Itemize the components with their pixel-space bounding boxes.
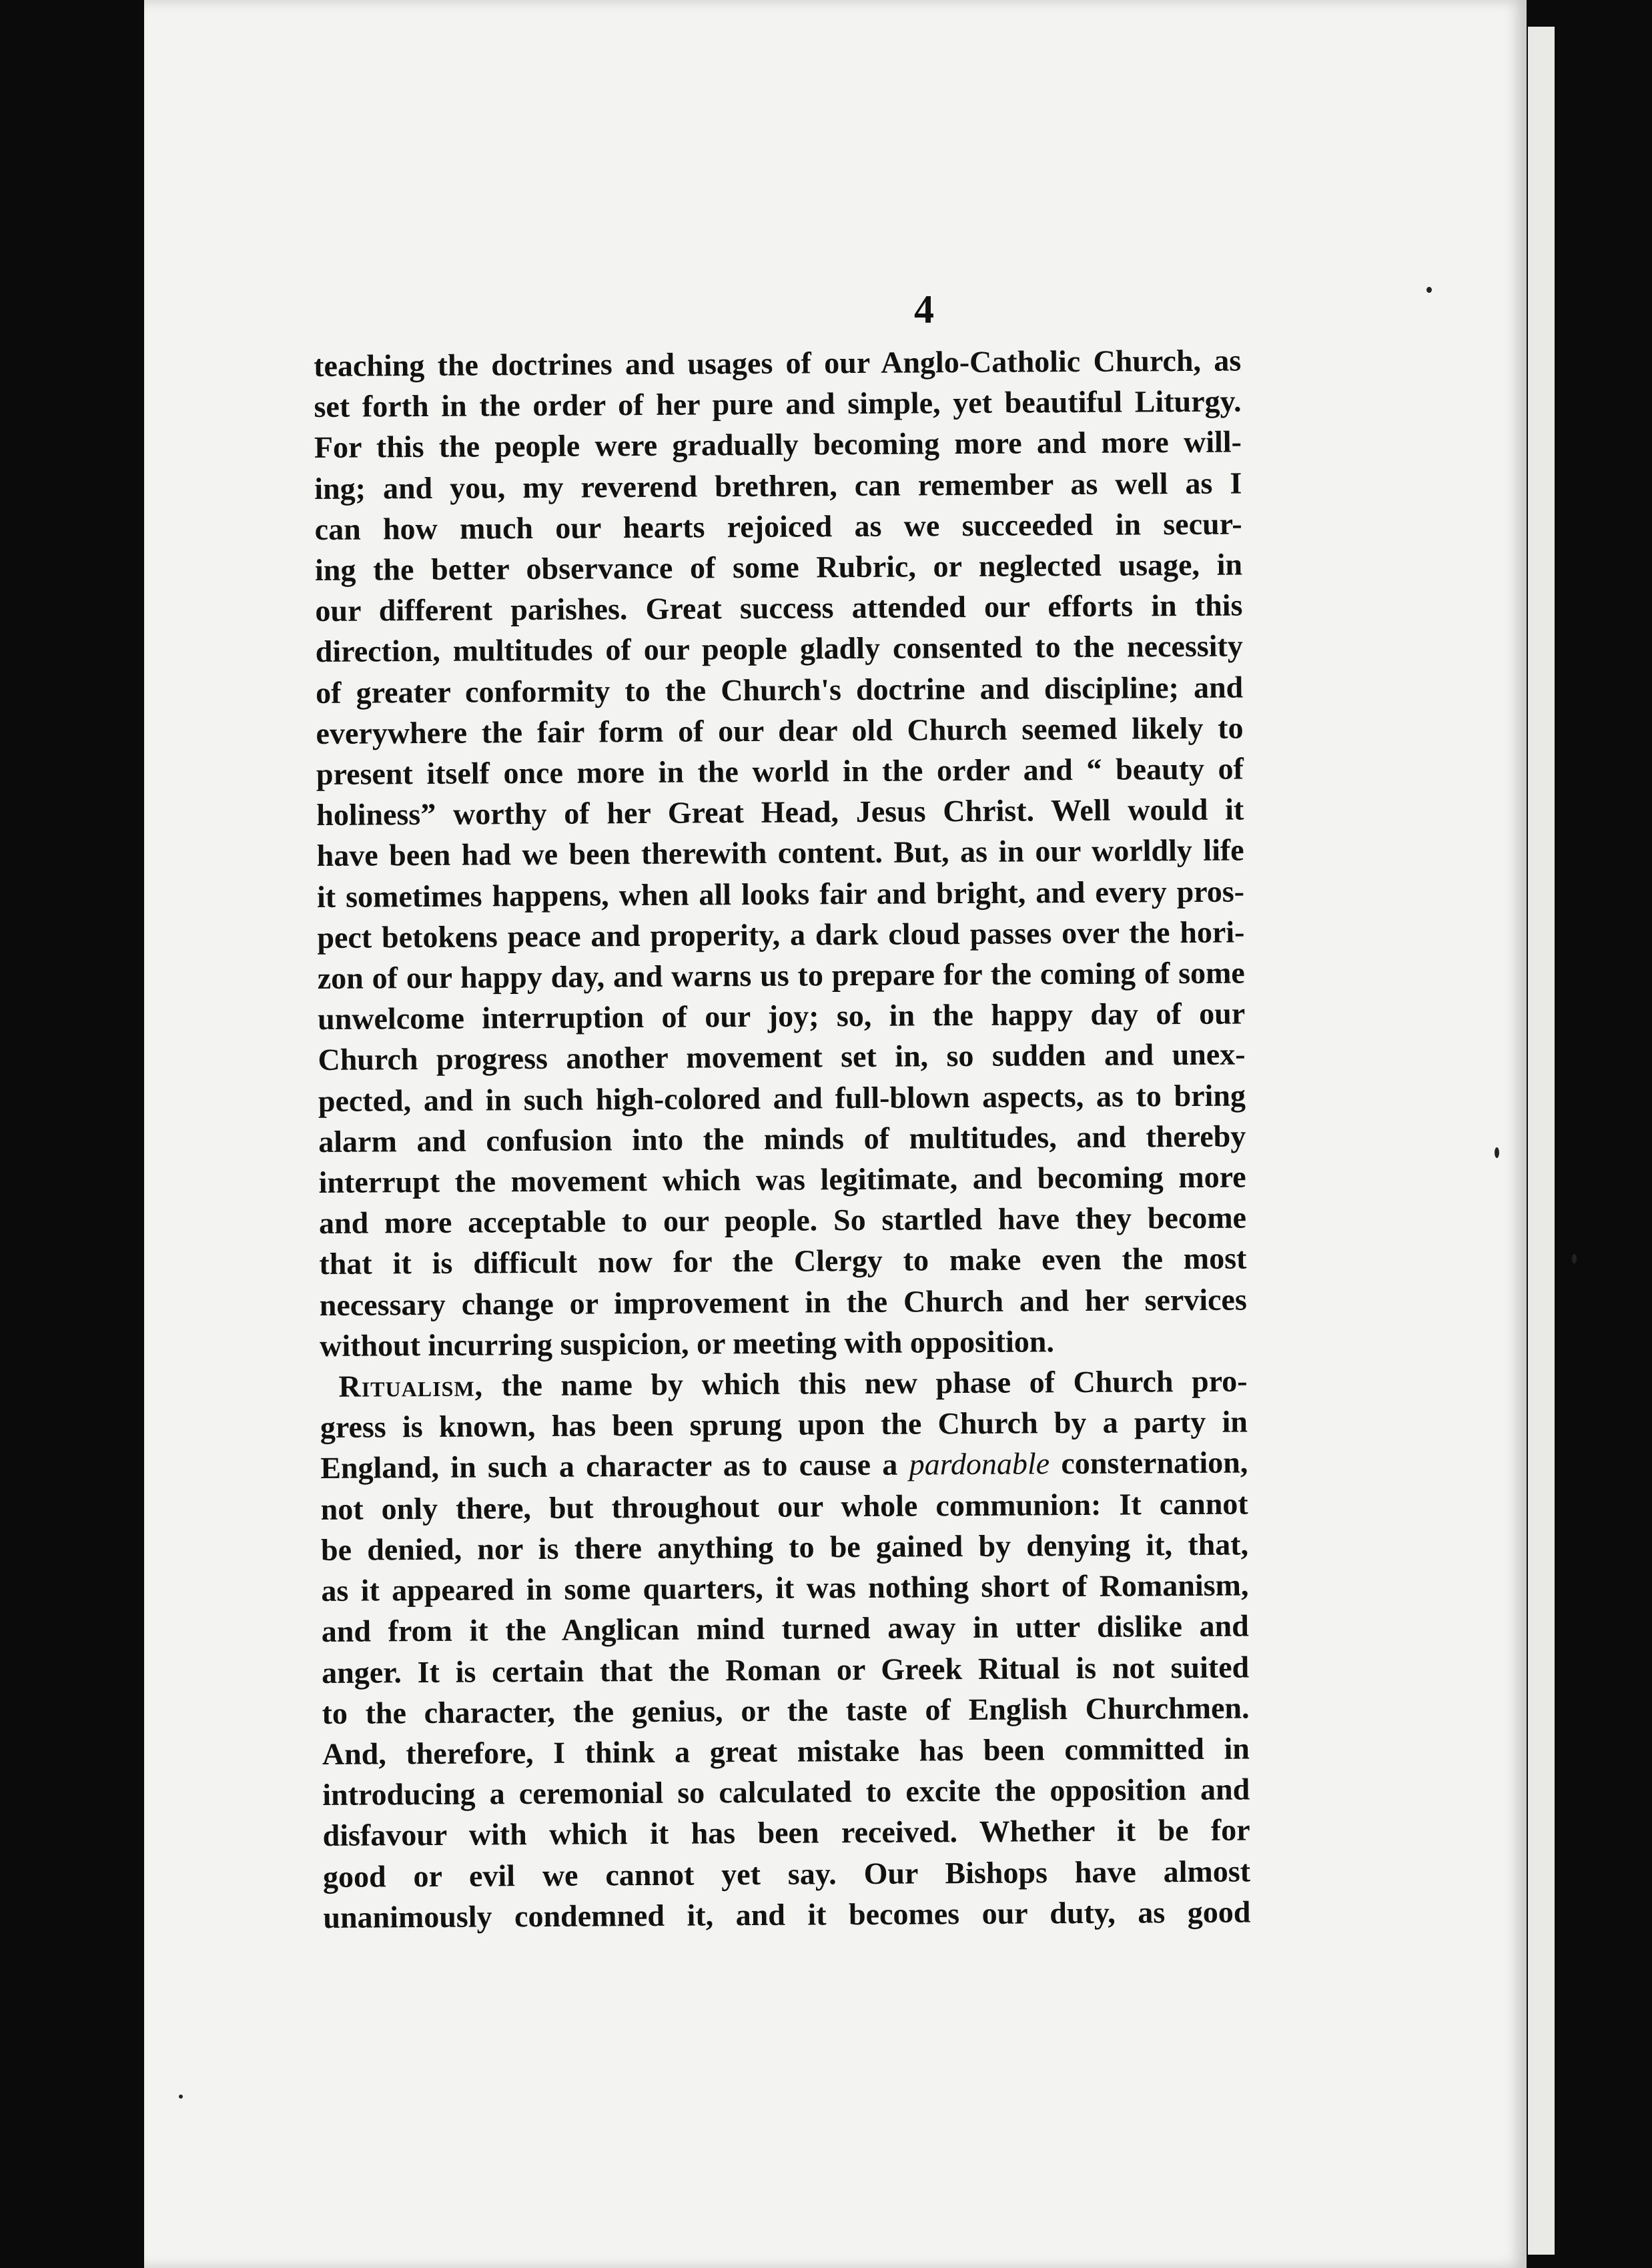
text-line: to the character, the genius, or the taste of English Churchmen. [322, 1690, 1250, 1730]
text-line: and more acceptable to our people. So startled have they become [318, 1200, 1247, 1241]
text-line: everywhere the fair form of our dear old Church seemed likely to [316, 710, 1244, 750]
text-line: our different parishes. Great success attended our efforts in this [315, 588, 1243, 628]
text-line: And, therefore, I think a great mistake has been committed in [322, 1731, 1250, 1771]
body-text [314, 340, 1251, 1938]
emphasized-word: pardonable [909, 1446, 1050, 1482]
text-line: teaching the doctrines and usages of our Anglo-Catholic Church, as [314, 343, 1242, 383]
text-line: good or evil we cannot yet say. Our Bishops have almost [322, 1853, 1251, 1894]
text-line: Church progress another movement set in, so sudden and unex- [318, 1037, 1246, 1077]
text-line: and from it the Anglican mind turned away in utter dislike and [321, 1608, 1249, 1649]
paragraph-1 [314, 340, 1247, 1367]
text-line: holiness” worthy of her Great Head, Jesus Christ. Well would it [316, 792, 1244, 832]
text-line: ing the better observance of some Rubric, or neglected usage, in [314, 547, 1243, 588]
text-line: as it appeared in some quarters, it was nothing short of Romanism, [321, 1568, 1249, 1608]
text-line: ing; and you, my reverend brethren, can remember as well as I [314, 466, 1242, 506]
text-line: set forth in the order of her pure and simple, yet beautiful Liturgy. [314, 384, 1242, 424]
line-text: the name by which this new phase of Church pro- [482, 1363, 1248, 1403]
text-line: of greater conformity to the Church's doctrine and discipline; and [316, 670, 1244, 710]
text-line: anger. It is certain that the Roman or Greek Ritual is not suited [321, 1649, 1250, 1690]
text-line: direction, multitudes of our people gladly consented to the necessity [315, 628, 1243, 669]
ink-speck [1495, 1147, 1499, 1158]
text-line: be denied, nor is there anything to be gained by denying it, that, [320, 1527, 1249, 1567]
line-text: England, in such a character as to cause a [320, 1448, 909, 1486]
text-line: For this the people were gradually becoming more and more will- [314, 424, 1242, 465]
text-line: unwelcome interruption of our joy; so, in the happy day of our [318, 996, 1246, 1037]
text-line: have been had we been therewith content. But, as in our worldly life [316, 832, 1244, 873]
text-line: interrupt the movement which was legitimate, and becoming more [318, 1159, 1246, 1200]
page-number: 4 [914, 288, 934, 332]
ink-speck [1572, 1254, 1577, 1263]
text-line: introducing a ceremonial so calculated to excite the opposition and [322, 1772, 1250, 1812]
text-line: not only there, but throughout our whole communion: It cannot [320, 1486, 1248, 1526]
text-line: pect betokens peace and properity, a dark cloud passes over the hori- [317, 915, 1245, 955]
adjacent-page-edge [1528, 27, 1555, 2255]
text-line: alarm and confusion into the minds of multitudes, and thereby [318, 1119, 1246, 1159]
ink-speck [179, 2095, 183, 2099]
text-line: without incurring suspicion, or meeting with opposition. [320, 1324, 1055, 1363]
ink-speck [1426, 287, 1432, 293]
text-line: necessary change or improvement in the Church and her services [319, 1282, 1247, 1322]
paragraph-2 [320, 1361, 1250, 1938]
text-line: pected, and in such high-colored and full-blown aspects, as to bring [318, 1078, 1246, 1118]
text-line: can how much our hearts rejoiced as we succeeded in secur- [314, 506, 1242, 546]
text-line [320, 1442, 1248, 1489]
text-line: that it is difficult now for the Clergy to make even the most [319, 1241, 1247, 1281]
lead-word: Ritualism, [338, 1368, 484, 1403]
text-line: present itself once more in the world in the order and “ beauty of [316, 751, 1244, 792]
text-line: zon of our happy day, and warns us to prepare for the coming of some [317, 955, 1245, 996]
text-line: it sometimes happens, when all looks fair and bright, and every pros- [316, 874, 1245, 914]
text-line [320, 1361, 1247, 1407]
text-line: unanimously condemned it, and it becomes our duty, as good [323, 1894, 1251, 1934]
text-line: gress is known, has been sprung upon the Church by a party in [320, 1404, 1248, 1445]
text-line: disfavour with which it has been received. Whether it be for [322, 1812, 1250, 1853]
line-text: consternation, [1049, 1445, 1248, 1481]
